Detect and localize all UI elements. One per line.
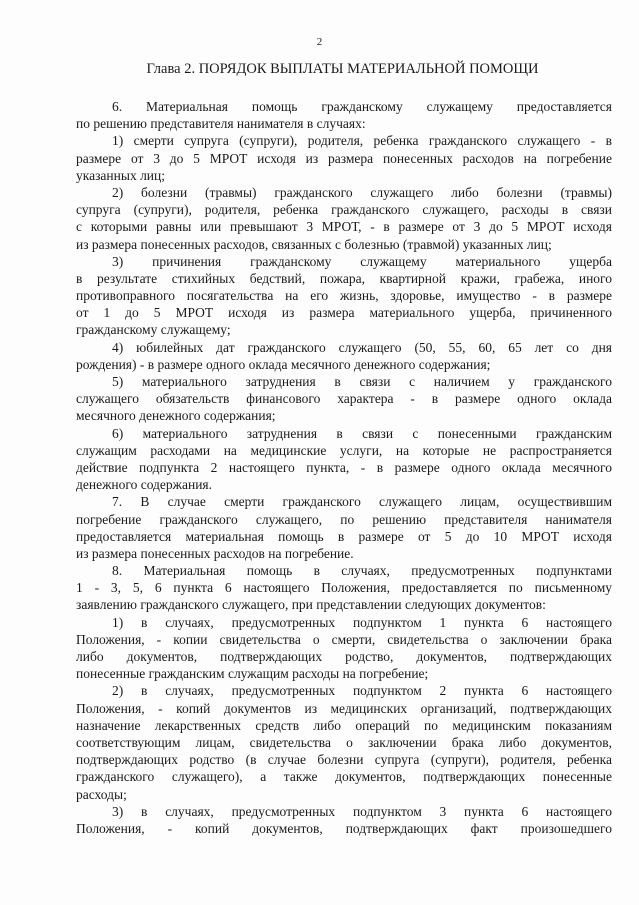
text-line: 1) смерти супруга (супруги), родителя, ребенка гражданского служащего - в: [112, 133, 612, 149]
text-line: 6) материального затруднения в связи с понесенными гражданским: [112, 425, 612, 441]
text-line: подтверждающих родство (в случае болезни супруга (супруги), родителя, ребенка: [76, 752, 612, 768]
text-line: с которыми равны или превышают 3 МРОТ, - в размере от 3 до 5 МРОТ исходя: [76, 219, 612, 235]
text-line: 1 - 3, 5, 6 пункта 6 настоящего Положения, предоставляется по письменному: [76, 580, 612, 596]
text-line: 3) причинения гражданскому служащему материального ущерба: [112, 253, 612, 269]
text-line: назначение лекарственных средств либо операций по медицинским показаниям: [76, 717, 612, 733]
text-line: соответствующим лицам, свидетельства о заключении брака либо документов,: [76, 734, 612, 750]
text-line: 8. Материальная помощь в случаях, предусмотренных подпунктами: [112, 563, 612, 579]
text-line: супруга (супруги), родителя, ребенка гражданского служащего, расходы в связи: [76, 202, 612, 218]
body-text: [76, 98, 612, 837]
text-line: Положения, - копий документов, подтверждающих факт произошедшего: [76, 820, 612, 836]
text-line: 2) в случаях, предусмотренных подпунктом 2 пункта 6 настоящего: [112, 683, 612, 699]
page-number: 2: [316, 36, 323, 48]
text-line: понесенные гражданским служащим расходы на погребение;: [76, 666, 429, 682]
text-line: указанных лиц;: [76, 167, 166, 183]
text-line: Положения, - копий документов из медицинских организаций, подтверждающих: [76, 700, 612, 716]
text-line: 5) материального затруднения в связи с наличием у гражданского: [112, 374, 612, 389]
text-line: 4) юбилейных дат гражданского служащего (50, 55, 60, 65 лет со дня: [112, 339, 612, 355]
text-line: 1) в случаях, предусмотренных подпунктом 1 пункта 6 настоящего: [112, 614, 612, 630]
text-line: по решению представителя нанимателя в случаях:: [76, 116, 366, 132]
text-line: предоставляется материальная помощь в размере от 5 до 10 МРОТ исходя: [76, 528, 612, 544]
text-line: расходы;: [76, 786, 127, 802]
text-line: гражданского служащего), а также документов, подтверждающих понесенные: [76, 769, 612, 785]
text-line: служащим расходами на медицинские услуги, на которые не распространяется: [76, 442, 612, 458]
text-line: из размера понесенных расходов, связанных с болезнью (травмой) указанных лиц;: [76, 236, 552, 252]
text-line: противоправного посягательства на его жизнь, здоровье, имущество - в размере: [76, 288, 612, 304]
text-line: Положения, - копии свидетельства о смерти, свидетельства о заключении брака: [76, 631, 612, 647]
text-line: из размера понесенных расходов на погребение.: [76, 545, 354, 561]
text-line: денежного содержания.: [76, 477, 213, 493]
text-line: погребение гражданского служащего, по решению представителя нанимателя: [76, 511, 612, 527]
text-line: гражданскому служащему;: [76, 322, 231, 338]
text-line: 7. В случае смерти гражданского служащего лицам, осуществившим: [112, 494, 612, 510]
text-line: действие подпункта 2 настоящего пункта, - в размере одного оклада месячного: [76, 459, 612, 475]
text-line: месячного денежного содержания;: [76, 408, 276, 424]
text-line: 3) в случаях, предусмотренных подпунктом 3 пункта 6 настоящего: [112, 803, 612, 819]
text-line: в результате стихийных бедствий, пожара, квартирной кражи, грабежа, иного: [76, 270, 612, 286]
text-line: размере от 3 до 5 МРОТ исходя из размера понесенных расходов на погребение: [76, 150, 612, 166]
chapter-title: Глава 2. ПОРЯДОК ВЫПЛАТЫ МАТЕРИАЛЬНОЙ ПОМОЩИ: [146, 61, 539, 77]
text-line: заявлению гражданского служащего, при представлении следующих документов:: [76, 597, 546, 613]
text-line: либо документов, подтверждающих родство, документов, подтверждающих: [76, 649, 612, 664]
text-line: 2) болезни (травмы) гражданского служащего либо болезни (травмы): [112, 184, 612, 200]
text-line: рождения) - в размере одного оклада месячного денежного содержания;: [76, 356, 491, 372]
text-line: от 1 до 5 МРОТ исходя из размера материального ущерба, причиненного: [76, 305, 612, 321]
text-line: 6. Материальная помощь гражданскому служащему предоставляется: [112, 99, 612, 114]
text-line: служащего обязательств финансового характера - в размере одного оклада: [76, 391, 612, 407]
